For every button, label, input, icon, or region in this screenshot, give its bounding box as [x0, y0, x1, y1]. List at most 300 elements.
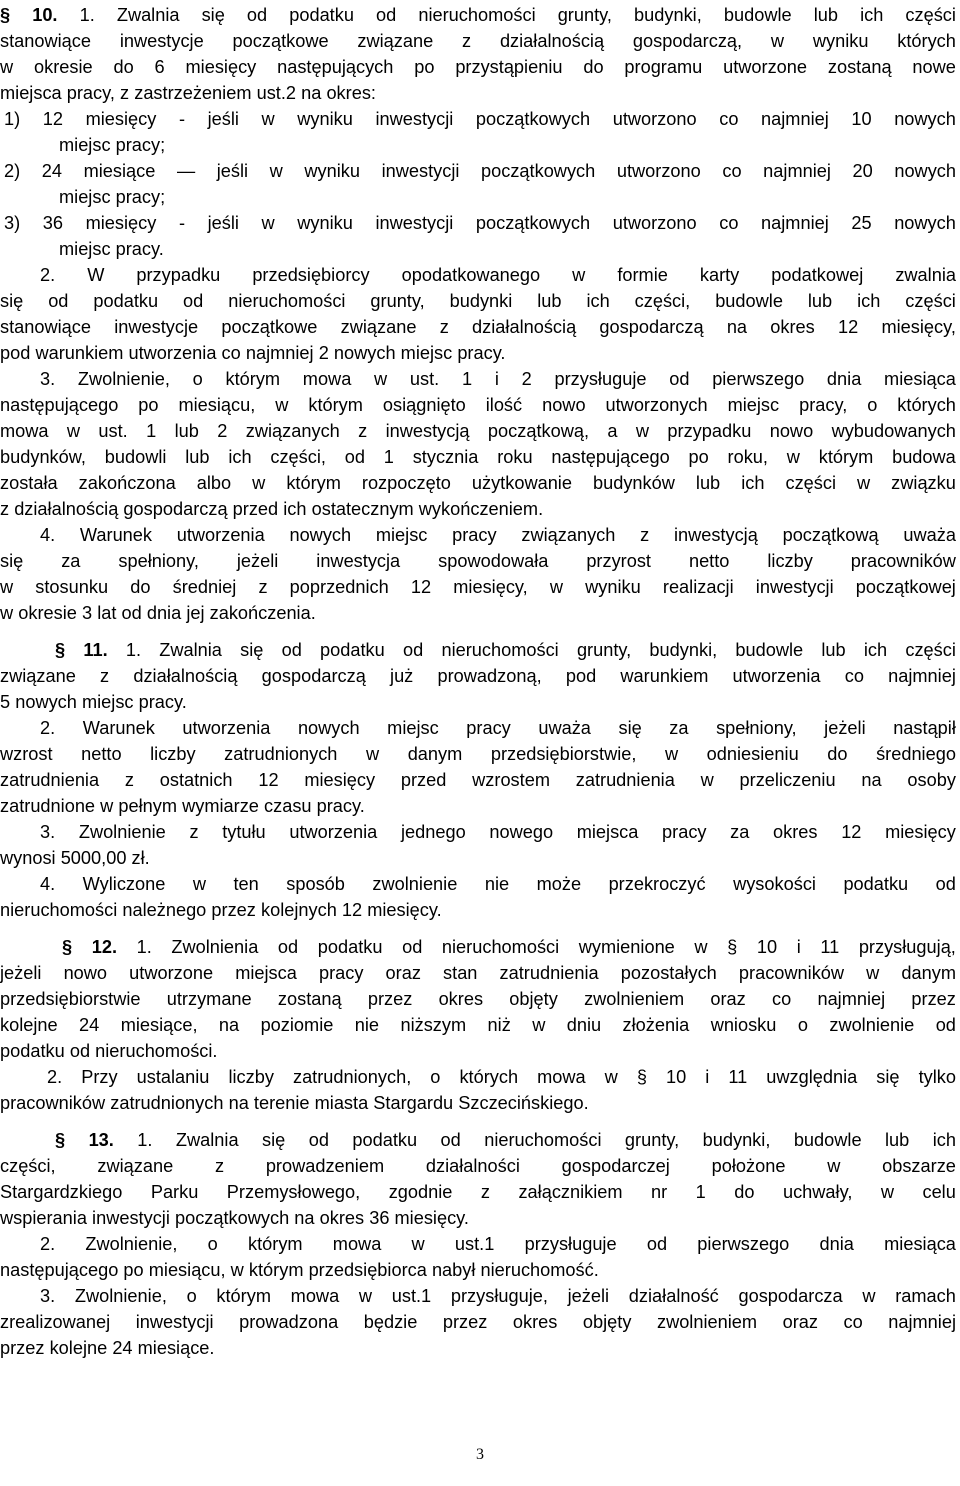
word: karty	[699, 265, 740, 285]
text-line	[0, 1205, 956, 1231]
word: 10	[756, 937, 778, 957]
word: lub	[813, 5, 838, 25]
word: §	[0, 5, 11, 25]
word: miesięcy.	[394, 1208, 469, 1228]
word: co	[221, 343, 241, 363]
word: miesięcy	[304, 770, 376, 790]
word: §	[55, 1130, 66, 1150]
word: poziomie	[260, 1015, 334, 1035]
word: Warunek	[82, 718, 155, 738]
word: 1	[695, 1182, 706, 1202]
word: do	[583, 57, 604, 77]
word: od	[69, 1041, 91, 1061]
word: grunty,	[370, 291, 425, 311]
word: związane	[0, 666, 76, 686]
word: przez	[211, 900, 256, 920]
word: się	[618, 718, 642, 738]
word: 2	[217, 421, 228, 441]
word: okres	[770, 317, 815, 337]
word: 12	[42, 109, 63, 129]
word: pracowników	[738, 963, 845, 983]
word: jeśli	[207, 213, 239, 233]
word: od	[669, 369, 690, 389]
word: nieruchomości.	[95, 1041, 218, 1061]
text-line	[0, 470, 956, 496]
word: nowych	[297, 718, 360, 738]
word: uchwały,	[782, 1182, 853, 1202]
word: od	[246, 5, 268, 25]
word: na	[861, 770, 882, 790]
word: za	[61, 551, 81, 571]
word: do	[113, 57, 134, 77]
word: się	[240, 640, 264, 660]
word: inwestycja	[316, 551, 401, 571]
word: działalnością	[14, 499, 119, 519]
text-line	[55, 1127, 956, 1153]
word: miesiąca	[884, 1234, 956, 1254]
word: zostaną	[827, 57, 892, 77]
text-line	[0, 80, 956, 106]
word: z	[120, 83, 130, 103]
word: miejsc	[400, 343, 453, 363]
word: pod	[0, 343, 31, 363]
word: oraz	[782, 1312, 818, 1332]
word: od	[344, 447, 365, 467]
word: utrzymane	[166, 989, 252, 1009]
word: z	[358, 421, 368, 441]
word: najmniej	[888, 1312, 956, 1332]
word: miesiące,	[120, 1015, 198, 1035]
word: w	[230, 1260, 244, 1280]
word: lub	[821, 640, 846, 660]
word: początkowe	[232, 31, 329, 51]
word: podatku	[317, 937, 383, 957]
word: od	[935, 874, 956, 894]
word: 24	[41, 161, 62, 181]
word: miesiące.	[137, 1338, 215, 1358]
text-line	[0, 689, 956, 715]
word: osoby	[907, 770, 956, 790]
word: w	[635, 421, 650, 441]
word: związane	[357, 31, 434, 51]
word: miesięcy,	[453, 577, 528, 597]
word: co	[719, 213, 739, 233]
word: działalności	[425, 1156, 520, 1176]
text-line	[40, 1231, 956, 1257]
word: -	[178, 109, 185, 129]
word: miesięcy,	[881, 317, 956, 337]
word: zwolnienie	[829, 1015, 915, 1035]
word: nabył	[431, 1260, 476, 1280]
word: Stargardu	[373, 1093, 454, 1113]
word: pełnym	[118, 796, 178, 816]
word: pracy;	[115, 135, 166, 155]
word: ich	[863, 640, 888, 660]
word: z	[100, 666, 110, 686]
word: 10	[665, 1067, 687, 1087]
word: 4.	[40, 874, 56, 894]
word: miesięcy	[185, 57, 257, 77]
word: w	[770, 31, 785, 51]
word: miesięcy	[85, 213, 157, 233]
word: mowa	[302, 369, 352, 389]
word: wykończeniem.	[418, 499, 544, 519]
word: wyniku	[297, 109, 353, 129]
word: obszarze	[882, 1156, 956, 1176]
word: nowych	[894, 213, 956, 233]
word: ostatnich	[159, 770, 233, 790]
word: poprzednich	[289, 577, 389, 597]
word: uważa	[903, 525, 956, 545]
word: od	[277, 937, 299, 957]
word: w	[694, 937, 708, 957]
word: z	[439, 317, 449, 337]
word: z	[258, 577, 268, 597]
word: na	[726, 317, 748, 337]
word: w	[261, 109, 275, 129]
word: 12	[410, 577, 432, 597]
word: nieruchomości	[0, 900, 118, 920]
word: części	[905, 640, 956, 660]
word: zatrudnionych,	[292, 1067, 412, 1087]
word: początkowych	[481, 161, 596, 181]
text-line	[0, 392, 956, 418]
word: ust.	[98, 421, 128, 441]
text-line	[0, 340, 956, 366]
word: §	[636, 1067, 647, 1087]
word: kolejne	[49, 1338, 108, 1358]
word: do	[734, 1182, 755, 1202]
word: od	[376, 5, 397, 25]
word: 20	[852, 161, 873, 181]
word: 36	[42, 213, 63, 233]
word: nieruchomości	[484, 1130, 602, 1150]
word: działalnością	[499, 31, 605, 51]
word: nowych	[894, 109, 956, 129]
word: pod	[565, 666, 597, 686]
word: sposób	[286, 874, 345, 894]
word: spowodowała	[438, 551, 549, 571]
word: gospodarcza	[738, 1286, 843, 1306]
word: już	[390, 666, 414, 686]
word: gospodarczą	[599, 317, 704, 337]
word: netto	[688, 551, 730, 571]
word: okresie	[18, 603, 77, 623]
word: przez	[442, 1312, 488, 1332]
word: Zwolnienie,	[74, 1286, 167, 1306]
word: osiągnięto	[382, 395, 466, 415]
word: po	[688, 447, 709, 467]
word: działalnością	[472, 317, 577, 337]
word: miejsc	[59, 239, 111, 259]
word: się	[0, 291, 24, 311]
word: Szczecińskiego.	[458, 1093, 589, 1113]
word: się	[876, 1067, 900, 1087]
word: danym	[901, 963, 956, 983]
word: zatrudnienia	[575, 770, 675, 790]
word: miasta	[314, 1093, 369, 1113]
word: nr	[651, 1182, 668, 1202]
word: nieruchomości	[441, 937, 560, 957]
text-line	[0, 767, 956, 793]
word: jeżeli	[0, 963, 42, 983]
word: utworzenia	[176, 525, 265, 545]
word: pracy	[452, 525, 497, 545]
text-line	[0, 960, 956, 986]
word: podatku	[93, 291, 159, 311]
word: uwzględnia	[766, 1067, 858, 1087]
word: podatkowej	[771, 265, 864, 285]
word: 2.	[40, 1234, 56, 1254]
word: którym	[216, 1286, 271, 1306]
word: budynków,	[0, 447, 86, 467]
text-line	[62, 934, 956, 960]
text-line	[40, 871, 956, 897]
word: ustalaniu	[136, 1067, 210, 1087]
word: przedsiębiorcy	[252, 265, 370, 285]
word: ich	[741, 473, 765, 493]
word: jeśli	[207, 109, 239, 129]
word: prowadzeniem	[265, 1156, 385, 1176]
word: czasu	[264, 796, 312, 816]
word: nieruchomości	[441, 640, 559, 660]
word: 2	[521, 369, 532, 389]
word: w	[572, 265, 586, 285]
word: przypadku	[667, 421, 752, 441]
word: w	[700, 770, 714, 790]
word: następujących	[277, 57, 394, 77]
word: ust.2	[256, 83, 297, 103]
word: 1.	[137, 1130, 153, 1150]
word: dniu	[566, 1015, 602, 1035]
word: przez	[367, 989, 413, 1009]
word: Przemysłowego,	[226, 1182, 361, 1202]
word: budynki	[449, 291, 513, 311]
word: o	[207, 1234, 218, 1254]
word: nieruchomość.	[480, 1260, 599, 1280]
word: utworzonych	[605, 395, 708, 415]
word: w	[411, 1234, 425, 1254]
word: pozostałych	[620, 963, 717, 983]
word: grunty,	[624, 1130, 680, 1150]
word: wzrostem	[472, 770, 550, 790]
word: wymienione	[578, 937, 675, 957]
word: budynki,	[702, 1130, 771, 1150]
word: 4.	[40, 525, 56, 545]
word: dnia	[819, 1234, 854, 1254]
word: po	[123, 1260, 144, 1280]
word: od	[308, 1130, 329, 1150]
word: w	[0, 57, 14, 77]
word: terenie	[253, 1093, 310, 1113]
word: 2.	[40, 718, 56, 738]
word: o	[797, 1015, 808, 1035]
word: objęty	[509, 989, 558, 1009]
word: i	[796, 937, 801, 957]
word: średniej	[172, 577, 237, 597]
word: 3.	[40, 369, 56, 389]
word: przed	[232, 499, 279, 519]
word: związanych	[245, 421, 340, 441]
word: z	[480, 1182, 490, 1202]
word: przeliczeniu	[739, 770, 836, 790]
text-line	[40, 1283, 956, 1309]
word: lub	[885, 1130, 910, 1150]
word: liczby	[150, 744, 196, 764]
word: przed	[400, 770, 447, 790]
word: nie	[484, 874, 510, 894]
word: co	[722, 161, 742, 181]
word: jeśli	[216, 161, 249, 181]
word: lub	[185, 447, 210, 467]
word: działalnością	[133, 666, 238, 686]
word: do	[130, 577, 151, 597]
word: podatku	[289, 5, 354, 25]
word: miesiące	[83, 161, 156, 181]
word: w	[857, 473, 871, 493]
word: za	[730, 822, 750, 842]
word: się	[0, 551, 24, 571]
text-line	[59, 184, 956, 210]
word: lub	[695, 473, 721, 493]
word: pracy	[662, 822, 707, 842]
word: o	[186, 1286, 197, 1306]
word: przedsiębiorstwie,	[490, 744, 637, 764]
word: mowa	[0, 421, 49, 441]
word: 10	[851, 109, 872, 129]
word: przysługuje	[524, 1234, 617, 1254]
word: 11	[728, 1067, 748, 1087]
word: jednego	[400, 822, 466, 842]
word: 2.	[47, 1067, 63, 1087]
word: co	[844, 666, 864, 686]
word: następującego	[551, 447, 670, 467]
word: stan	[443, 963, 478, 983]
word: celu	[922, 1182, 956, 1202]
word: w	[0, 577, 14, 597]
word: wymiarze	[182, 796, 259, 816]
word: roku	[497, 447, 533, 467]
word: tylko	[918, 1067, 956, 1087]
word: początkową,	[487, 421, 590, 441]
word: mowa	[290, 1286, 340, 1306]
word: nowych	[289, 525, 352, 545]
word: zatrudnione	[0, 796, 96, 816]
word: przyrost	[586, 551, 651, 571]
word: zgodnie	[388, 1182, 453, 1202]
word: w	[827, 1156, 841, 1176]
word: inwestycje	[119, 31, 204, 51]
word: Zwolnienie,	[85, 1234, 178, 1254]
text-line	[0, 663, 956, 689]
word: miesiąca	[884, 369, 956, 389]
word: w	[549, 577, 564, 597]
word: w	[604, 1067, 618, 1087]
word: prowadzoną,	[437, 666, 542, 686]
word: załącznikiem	[518, 1182, 623, 1202]
word: roku,	[727, 447, 768, 467]
word: miejsc	[375, 525, 428, 545]
word: części	[905, 291, 956, 311]
word: pracowników	[0, 1093, 106, 1113]
word: którym	[308, 395, 363, 415]
word: z	[462, 31, 472, 51]
word: nowo	[769, 421, 814, 441]
word: średniego	[876, 744, 956, 764]
word: od	[646, 1234, 668, 1254]
text-line	[0, 288, 956, 314]
word: okres	[319, 1208, 365, 1228]
word: przystąpieniu	[455, 57, 563, 77]
word: nowo	[542, 395, 586, 415]
word: stanowiące	[0, 31, 91, 51]
word: Przy	[81, 1067, 118, 1087]
word: których	[459, 1067, 519, 1087]
word: związane	[340, 317, 417, 337]
word: miesięcy.	[367, 900, 442, 920]
word: danym	[407, 744, 463, 764]
text-line	[59, 236, 956, 262]
word: początkową	[782, 525, 879, 545]
word: jeżeli	[824, 718, 866, 738]
word: gospodarczą,	[632, 31, 743, 51]
word: przekroczyć	[608, 874, 706, 894]
word: pierwszego	[712, 369, 805, 389]
word: prowadzona	[239, 1312, 339, 1332]
word: kolejne	[0, 1015, 58, 1035]
text-line	[0, 54, 956, 80]
word: po	[138, 395, 159, 415]
word: 1	[383, 447, 394, 467]
word: niż	[487, 1015, 511, 1035]
word: wniosku	[710, 1015, 777, 1035]
word: okresie	[33, 57, 93, 77]
word: nowych	[894, 161, 956, 181]
word: przedsiębiorstwie	[0, 989, 141, 1009]
word: zrealizowanej	[0, 1312, 111, 1332]
word: lub	[174, 421, 199, 441]
word: miejsc	[59, 135, 111, 155]
word: podatku	[320, 640, 385, 660]
word: utworzono	[612, 109, 697, 129]
word: podatku	[0, 1041, 65, 1061]
word: którym	[248, 1234, 303, 1254]
word: W	[87, 265, 105, 285]
word: pracy	[466, 718, 511, 738]
word: którym	[248, 1260, 304, 1280]
word: w	[269, 161, 283, 181]
word: związanych	[521, 525, 616, 545]
word: inwestycji	[755, 577, 834, 597]
word: wspierania	[0, 1208, 87, 1228]
word: odniesieniu	[706, 744, 799, 764]
word: liczby	[767, 551, 813, 571]
word: zwolnieniem	[584, 989, 685, 1009]
word: co	[772, 989, 792, 1009]
word: następującego	[0, 1260, 119, 1280]
text-line	[0, 1038, 956, 1064]
word: od	[48, 291, 69, 311]
word: położone	[711, 1156, 786, 1176]
word: zatrudnionych	[224, 744, 338, 764]
word: warunkiem	[35, 343, 124, 363]
word: 3.	[40, 822, 56, 842]
word: w	[275, 395, 289, 415]
word: przez	[0, 1338, 45, 1358]
text-line	[0, 1257, 956, 1283]
word: miejsc	[81, 692, 134, 712]
word: 24	[112, 1338, 133, 1358]
